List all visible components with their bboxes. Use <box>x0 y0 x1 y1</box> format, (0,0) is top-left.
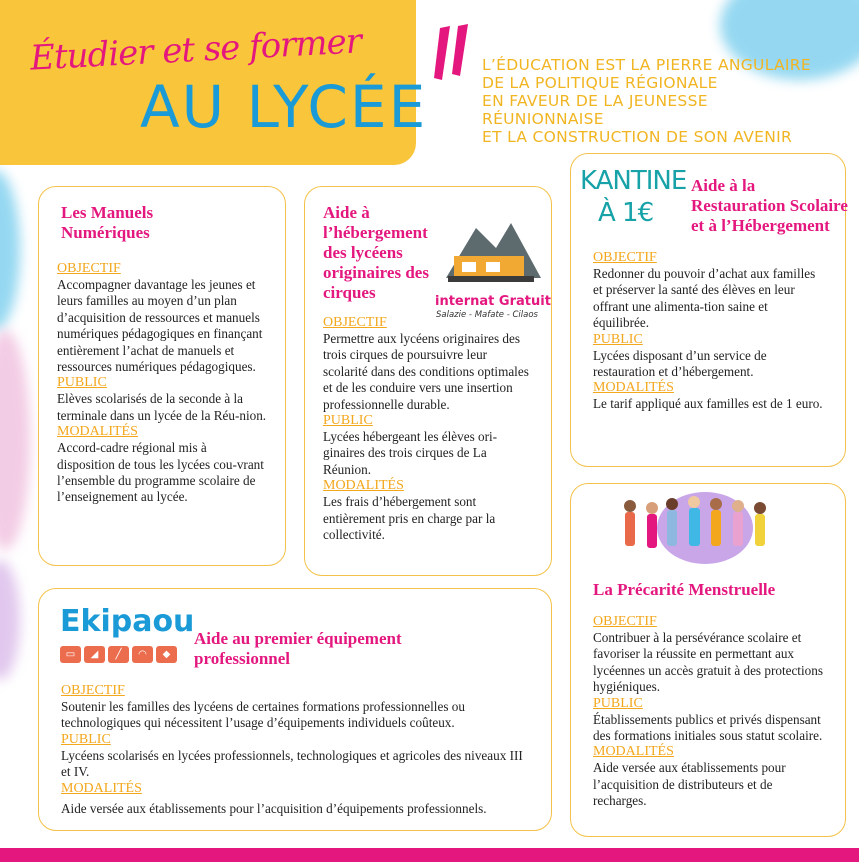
internat-logo-subtext: Salazie - Mafate - Cilaos <box>436 310 538 320</box>
public-text: Elèves scolarisés de la seconde à la terminale dans un lycée de la Réu-nion. <box>57 391 267 423</box>
internat-logo-text: internat Gratuit <box>435 294 551 309</box>
ekipaou-logo: Ekipaou <box>60 604 195 639</box>
tagline-line: EN FAVEUR DE LA JEUNESSE RÉUNIONNAISE <box>482 92 708 128</box>
modalites-label: MODALITÉS <box>593 744 674 760</box>
modalites-label: MODALITÉS <box>323 478 404 494</box>
public-label: PUBLIC <box>593 331 643 347</box>
objectif-text: Accompagner davantage les jeunes et leurs familles au moyen d’un plan d’acquisition de ressources et manuels numériques pédagogiques en finançant entièrement l’achat de manuels et ressources numériques pédagogiques. <box>57 277 263 375</box>
objectif-text: Redonner du pouvoir d’achat aux familles et préserver la santé des élèves en leur offrant une alimenta-tion saine et équilibrée. <box>593 266 816 331</box>
public-text: Lycées hébergeant les élèves ori-ginaires des trois cirques de La Réunion. <box>323 429 498 477</box>
card-title: Aide au premier équipement professionnel <box>194 629 402 668</box>
modalites-label: MODALITÉS <box>61 780 142 796</box>
card-title: Aide à l’hébergement des lycéens originaires des cirques <box>323 203 429 302</box>
objectif-label: OBJECTIF <box>593 614 657 629</box>
women-group-illustration <box>610 488 790 568</box>
toolbox-icon: ▭ <box>60 646 81 663</box>
internat-mountain-illustration <box>436 218 546 298</box>
script-title: Étudier et se former <box>29 21 362 79</box>
kantine-logo <box>580 168 686 226</box>
watercolor-splash-left-pink <box>0 330 30 550</box>
modalites-label: MODALITÉS <box>57 424 138 440</box>
public-text: Lycées disposant d’un service de restauration et d’hébergement. <box>593 347 767 380</box>
page-title: AU LYCÉE <box>140 73 428 141</box>
objectif-label: OBJECTIF <box>323 315 387 330</box>
ekipaou-tool-icons <box>60 646 177 663</box>
quote-mark-icon <box>432 22 472 84</box>
tagline-line: L’ÉDUCATION EST LA PIERRE ANGULAIRE <box>482 56 811 74</box>
shoe-icon: ◢ <box>84 646 105 663</box>
tagline-line: DE LA POLITIQUE RÉGIONALE <box>482 74 718 92</box>
objectif-text: Permettre aux lycéens originaires des trois cirques de poursuivre leur scolarité dans des conditions optimales et de les conduire vers une insertion professionnelle durable. <box>323 331 529 412</box>
public-text: Établissements publics et privés dispensant des formations initiales sous statut scolaire. <box>593 711 823 744</box>
public-text: Lycéens scolarisés en lycées professionnels, technologiques et agricoles des niveaux III et IV. <box>61 747 523 780</box>
chef-hat-icon: ◠ <box>132 646 153 663</box>
card-title: Aide à la Restauration Scolaire et à l’Hébergement <box>691 176 848 235</box>
card-manuels-numeriques <box>38 186 286 566</box>
objectif-text: Soutenir les familles des lycéens de certaines formations professionnelles ou technologiques qui nécessitent l’usage d’équipements individuels coûteux. <box>61 699 465 731</box>
brush-icon: ◆ <box>156 646 177 663</box>
modalites-text: Aide versée aux établissements pour l’acquisition d’équipements professionnels. <box>61 800 487 816</box>
objectif-text: Contribuer à la persévérance scolaire et favoriser la réussite en permettant aux lycéennes un accès gratuit à des protections hygiéniques. <box>593 630 823 695</box>
modalites-text: Accord-cadre régional mis à disposition de tous les lycées cou-vrant l’ensemble du programme scolaire de l’enseignement au lycée. <box>57 440 264 505</box>
objectif-label: OBJECTIF <box>593 250 657 265</box>
modalites-text: Les frais d’hébergement sont entièrement pris en charge par la collectivité. <box>323 494 496 543</box>
watercolor-splash-left-purple <box>0 560 20 680</box>
public-label: PUBLIC <box>323 413 373 429</box>
public-label: PUBLIC <box>57 375 107 391</box>
tagline-line: ET LA CONSTRUCTION DE SON AVENIR <box>482 128 793 146</box>
modalites-text: Aide versée aux établissements pour l’acquisition de distributeurs et de recharges. <box>593 760 786 809</box>
card-title: La Précarité Menstruelle <box>593 580 776 599</box>
kantine-logo-line1: KANTINE <box>580 166 687 196</box>
tagline <box>482 56 822 146</box>
card-title: Les Manuels Numériques <box>61 203 154 242</box>
objectif-label: OBJECTIF <box>61 683 125 698</box>
modalites-label: MODALITÉS <box>593 380 674 396</box>
public-label: PUBLIC <box>593 695 643 711</box>
objectif-label: OBJECTIF <box>57 261 121 276</box>
modalites-text: Le tarif appliqué aux familles est de 1 euro. <box>593 396 823 412</box>
public-label: PUBLIC <box>61 731 111 747</box>
bottom-bar <box>0 848 859 862</box>
knife-icon: ╱ <box>108 646 129 663</box>
kantine-logo-line2: À 1€ <box>598 198 654 228</box>
watercolor-splash-left-blue <box>0 170 20 330</box>
